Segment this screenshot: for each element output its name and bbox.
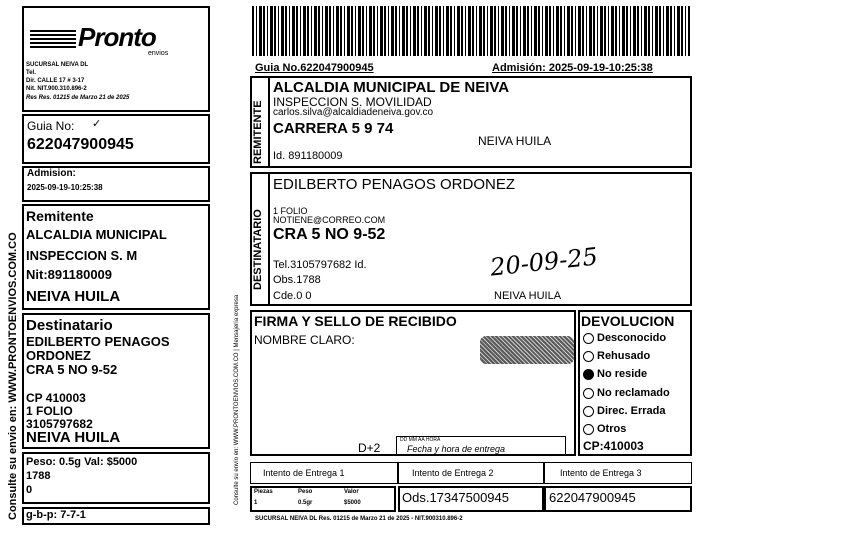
recibido-stamp	[480, 336, 574, 364]
dest-email-main: NOTIENE@CORREO.COM	[273, 215, 386, 225]
dest-phone: 3105797682	[26, 417, 93, 431]
rem-name: ALCALDIA MUNICIPAL DE NEIVA	[273, 79, 510, 96]
option-desconocido: Desconocido	[597, 332, 667, 344]
piezas-label: Piezas	[254, 489, 273, 495]
dest-obs: Obs.1788	[273, 274, 321, 286]
rem-city: NEIVA HUILA	[478, 134, 552, 148]
remitente-side-divider	[268, 76, 270, 168]
dest-name-main: EDILBERTO PENAGOS ORDONEZ	[273, 176, 515, 193]
obs-value: Ods.17347500945	[402, 490, 509, 505]
peso-obs: 1788	[26, 470, 51, 482]
admision-label: Admision:	[27, 168, 76, 179]
logo-text: Pronto	[78, 22, 156, 52]
guia-label: Guia No:	[27, 119, 75, 133]
nombre-claro: NOMBRE CLARO:	[254, 333, 355, 347]
fecha-label: Fecha y hora de entrega	[407, 444, 506, 454]
peso-zero: 0	[26, 484, 33, 496]
sucursal-line-4: Nit. NIT.900.310.896-2	[26, 86, 87, 92]
admision-value: 2025-09-19-10:25:38	[27, 183, 103, 192]
intento-3-label: Intento de Entrega 3	[560, 468, 642, 478]
option-otros: Otros	[597, 423, 627, 435]
dest-city-main: NEIVA HUILA	[494, 290, 562, 302]
main-footer: SUCURSAL NEIVA DL Res. 01215 de Marzo 21 de 2025 - NIT.900310.896-2	[255, 516, 463, 522]
rem-dept: INSPECCION S. MOVILIDAD	[273, 95, 432, 109]
dest-folio-main: 1 FOLIO	[273, 206, 308, 216]
dest-cp: CP 410003	[26, 391, 86, 405]
d-plus-2: D+2	[358, 441, 381, 455]
sucursal-line-3: Dir. CALLE 17 # 3-17	[26, 78, 85, 84]
option-rehusado: Rehusado	[597, 350, 651, 362]
devolucion-title: DEVOLUCION	[581, 313, 675, 329]
admision-header: Admisión: 2025-09-19-10:25:38	[492, 62, 653, 74]
piezas-value: 1	[254, 500, 258, 506]
dest-address-main: CRA 5 NO 9-52	[273, 226, 386, 243]
rem-id: Id. 891180009	[273, 150, 343, 162]
remitente-side-label: REMITENTE	[252, 100, 264, 164]
valor-value: $5000	[344, 500, 361, 506]
destinatario-label: Destinatario	[26, 317, 113, 334]
dest-cde: Cde.0 0	[273, 290, 312, 302]
sucursal-line-2: Tel.	[26, 70, 36, 76]
sucursal-line-5: Res Res. 01215 de Marzo 21 de 2025	[26, 95, 130, 101]
radio-direc-errada[interactable]	[583, 406, 594, 417]
barcode	[252, 6, 690, 56]
dest-address: CRA 5 NO 9-52	[26, 362, 118, 377]
option-no-reclamado: No reclamado	[597, 387, 670, 399]
footer-code: g-b-p: 7-7-1	[26, 509, 86, 521]
peso-line: Peso: 0.5g Val: $5000	[26, 456, 138, 468]
left-side-text: Consulte su envio en: WWW.PRONTOENVIOS.COM.CO	[7, 232, 19, 520]
destinatario-side-divider	[268, 172, 270, 306]
destinatario-side-label: DESTINATARIO	[252, 209, 264, 290]
dest-city: NEIVA HUILA	[26, 429, 121, 446]
firma-title: FIRMA Y SELLO DE RECIBIDO	[254, 313, 457, 329]
logo-subtext: envios	[148, 50, 169, 57]
radio-otros[interactable]	[583, 424, 594, 435]
main-side-text: Consulte su envío en: WWW.PRONTOENVIOS.COM.CO | Mensajería expresa	[234, 294, 240, 505]
remitente-label: Remitente	[26, 208, 94, 224]
handwritten-date: 20-09-25	[488, 242, 600, 282]
remitente-nit: Nit:891180009	[26, 267, 113, 282]
sucursal-line-1: SUCURSAL NEIVA DL	[26, 62, 89, 68]
remitente-dept: INSPECCION S. M	[26, 248, 138, 263]
firma-section	[250, 310, 576, 456]
guia-header: Guia No.622047900945	[255, 62, 374, 74]
valor-label: Valor	[344, 489, 359, 495]
option-direc-errada: Direc. Errada	[597, 405, 666, 417]
fecha-small: DD MM AA HORA	[400, 437, 441, 443]
peso-value-main: 0.5gr	[298, 500, 313, 506]
intento-2-label: Intento de Entrega 2	[412, 468, 494, 478]
pronto-logo	[30, 22, 202, 58]
dest-name-1: EDILBERTO PENAGOS	[26, 334, 170, 349]
dest-folio: 1 FOLIO	[26, 404, 73, 418]
guia-box-value: 622047900945	[549, 490, 636, 505]
devolucion-cp: CP:410003	[583, 439, 644, 453]
remitente-city: NEIVA HUILA	[26, 288, 121, 305]
intento-1-label: Intento de Entrega 1	[263, 468, 345, 478]
guia-check-icon: ✓	[92, 118, 102, 130]
radio-rehusado[interactable]	[583, 351, 594, 362]
rem-email: carlos.silva@alcaldiadeneiva.gov.co	[273, 107, 434, 118]
dest-tel: Tel.3105797682 Id.	[273, 259, 367, 271]
radio-no-reclamado[interactable]	[583, 388, 594, 399]
peso-label-main: Peso	[298, 489, 313, 495]
rem-address: CARRERA 5 9 74	[273, 120, 394, 137]
radio-desconocido[interactable]	[583, 333, 594, 344]
logo-wing-icon	[30, 28, 76, 48]
guia-number: 622047900945	[27, 136, 134, 153]
option-no-reside: No reside	[597, 368, 648, 380]
radio-no-reside[interactable]	[583, 369, 594, 380]
dest-name-2: ORDONEZ	[26, 348, 91, 363]
remitente-name: ALCALDIA MUNICIPAL	[26, 227, 167, 242]
